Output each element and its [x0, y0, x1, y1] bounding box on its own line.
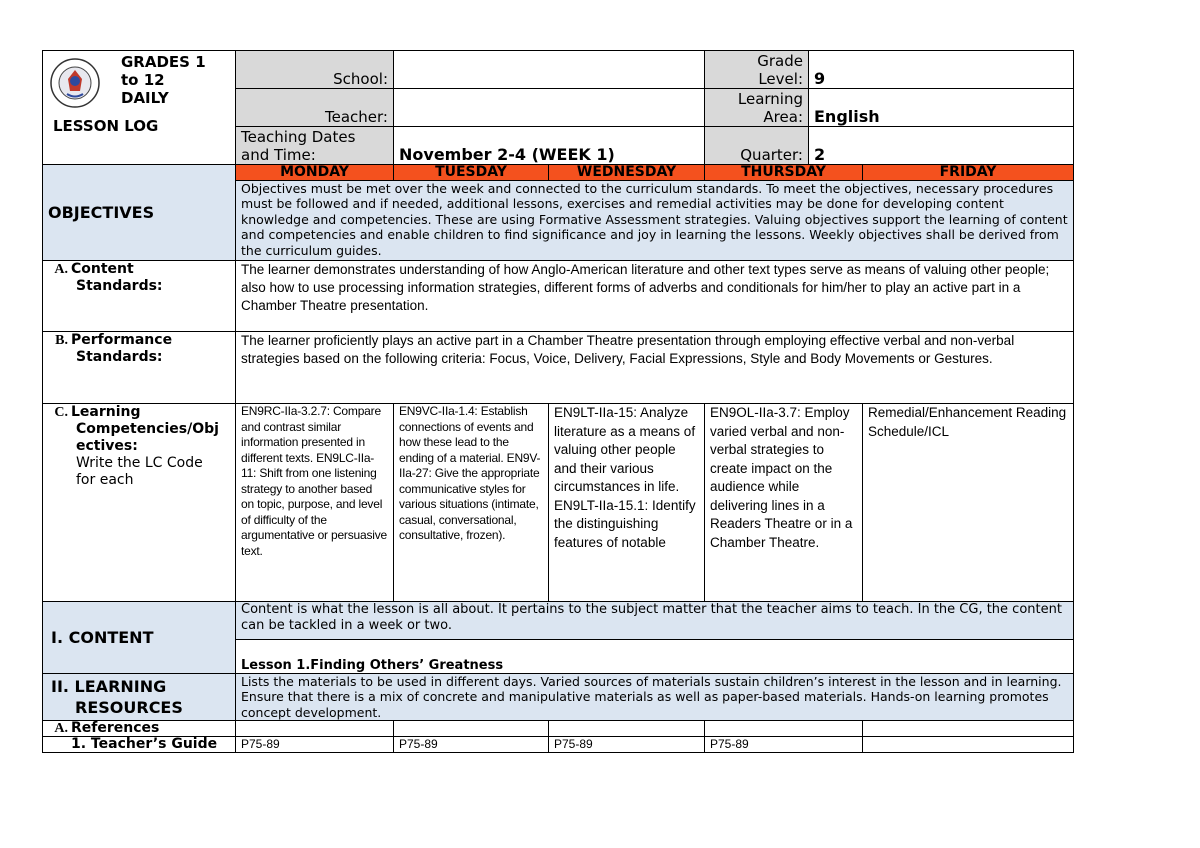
content-description: Content is what the lesson is all about. It pertains to the subject matter that the teacher aims to teach. In the CG, the content can be tackled in a week or two. [236, 602, 1074, 640]
teaching-dates-label: Teaching Dates and Time: [236, 127, 394, 165]
learning-area-field[interactable]: English [809, 89, 1074, 127]
school-label: School: [236, 51, 394, 89]
school-field[interactable] [394, 51, 705, 89]
competency-tuesday: EN9VC-IIa-1.4: Establish connections of events and how these lead to the ending of a material. EN9V-IIa-27: Give the appropriate communicative styles for various situations (intimate, casual, conversational, consultative, frozen). [394, 404, 549, 602]
references-wednesday[interactable] [549, 721, 705, 737]
competency-wednesday: EN9LT-IIa-15: Analyze literature as a means of valuing other people and their various circumstances in life. EN9LT-IIa-15.1: Identify the distinguishing features of notable [549, 404, 705, 602]
title-cell [43, 51, 236, 165]
content-label: I. CONTENT [43, 602, 236, 674]
teaching-dates-field[interactable]: November 2-4 (WEEK 1) [394, 127, 705, 165]
competency-monday: EN9RC-IIa-3.2.7: Compare and contrast similar information presented in different texts. EN9LC-IIa-11: Shift from one listening strategy to another based on topic, purpose, and level of difficulty of the argumentative or persuasive text. [236, 404, 394, 602]
grade-level-field[interactable]: 9 [809, 51, 1074, 89]
lesson-title: Lesson 1.Finding Others’ Greatness [236, 640, 1074, 674]
title-line-1: GRADES 1 [121, 53, 206, 71]
references-friday[interactable] [863, 721, 1074, 737]
learning-resources-text: Lists the materials to be used in different days. Varied sources of materials sustain children’s interest in the lesson and in learning. Ensure that there is a mix of concrete and manipulative materials as well as paper-based materials. Hands-on learning promotes concept development. [236, 674, 1074, 721]
objectives-label: OBJECTIVES [43, 165, 236, 261]
teachers-guide-friday[interactable] [863, 737, 1074, 753]
grade-level-label: Grade Level: [705, 51, 809, 89]
teachers-guide-label: 1. Teacher’s Guide [43, 737, 236, 753]
content-standards-text: The learner demonstrates understanding of how Anglo-American literature and other text types serve as means of valuing other people; also how to use processing information strategies, different forms of adverbs and conditionals for him/her to play an active part in a Chamber Theatre presentation. [236, 261, 1074, 332]
title-line-2: to 12 [121, 71, 165, 89]
quarter-field[interactable]: 2 [809, 127, 1074, 165]
teacher-label: Teacher: [236, 89, 394, 127]
deped-seal-icon [49, 57, 101, 109]
objectives-text: Objectives must be met over the week and connected to the curriculum standards. To meet the objectives, necessary procedures must be followed and if needed, additional lessons, exercises and remedial activities may be done for developing content knowledge and competencies. These are using Formative Assessment strategies. Valuing objectives support the learning of content and competencies and enable children to find significance and joy in learning the lessons. Weekly objectives shall be derived from the curriculum guides. [236, 181, 1074, 261]
quarter-label: Quarter: [705, 127, 809, 165]
learning-resources-label: II. LEARNING RESOURCES [43, 674, 236, 721]
competency-friday: Remedial/Enhancement Reading Schedule/ICL [863, 404, 1074, 602]
performance-standards-text: The learner proficiently plays an active part in a Chamber Theatre presentation through employing effective verbal and non-verbal strategies based on the following criteria: Focus, Voice, Delivery, Facial Expressions, Style and Body Movements or Gestures. [236, 332, 1074, 404]
references-thursday[interactable] [705, 721, 863, 737]
references-tuesday[interactable] [394, 721, 549, 737]
teachers-guide-monday[interactable]: P75-89 [236, 737, 394, 753]
learning-area-label: Learning Area: [705, 89, 809, 127]
teachers-guide-thursday[interactable]: P75-89 [705, 737, 863, 753]
performance-standards-label: B. Performance Standards: [43, 332, 236, 404]
title-line-4: LESSON LOG [53, 117, 159, 135]
day-tuesday: TUESDAY [394, 165, 549, 181]
day-friday: FRIDAY [863, 165, 1074, 181]
competencies-label: C. Learning Competencies/Obj ectives: Write the LC Code for each [43, 404, 236, 602]
competency-thursday: EN9OL-IIa-3.7: Employ varied verbal and non-verbal strategies to create impact on the audience while delivering lines in a Readers Theatre or in a Chamber Theatre. [705, 404, 863, 602]
references-monday[interactable] [236, 721, 394, 737]
day-thursday: THURSDAY [705, 165, 863, 181]
title-line-3: DAILY [121, 89, 169, 107]
teacher-field[interactable] [394, 89, 705, 127]
references-label: A. References [43, 721, 236, 737]
content-standards-label: A. Content Standards: [43, 261, 236, 332]
day-wednesday: WEDNESDAY [549, 165, 705, 181]
day-monday: MONDAY [236, 165, 394, 181]
daily-lesson-log-table [42, 50, 1074, 753]
teachers-guide-wednesday[interactable]: P75-89 [549, 737, 705, 753]
teachers-guide-tuesday[interactable]: P75-89 [394, 737, 549, 753]
